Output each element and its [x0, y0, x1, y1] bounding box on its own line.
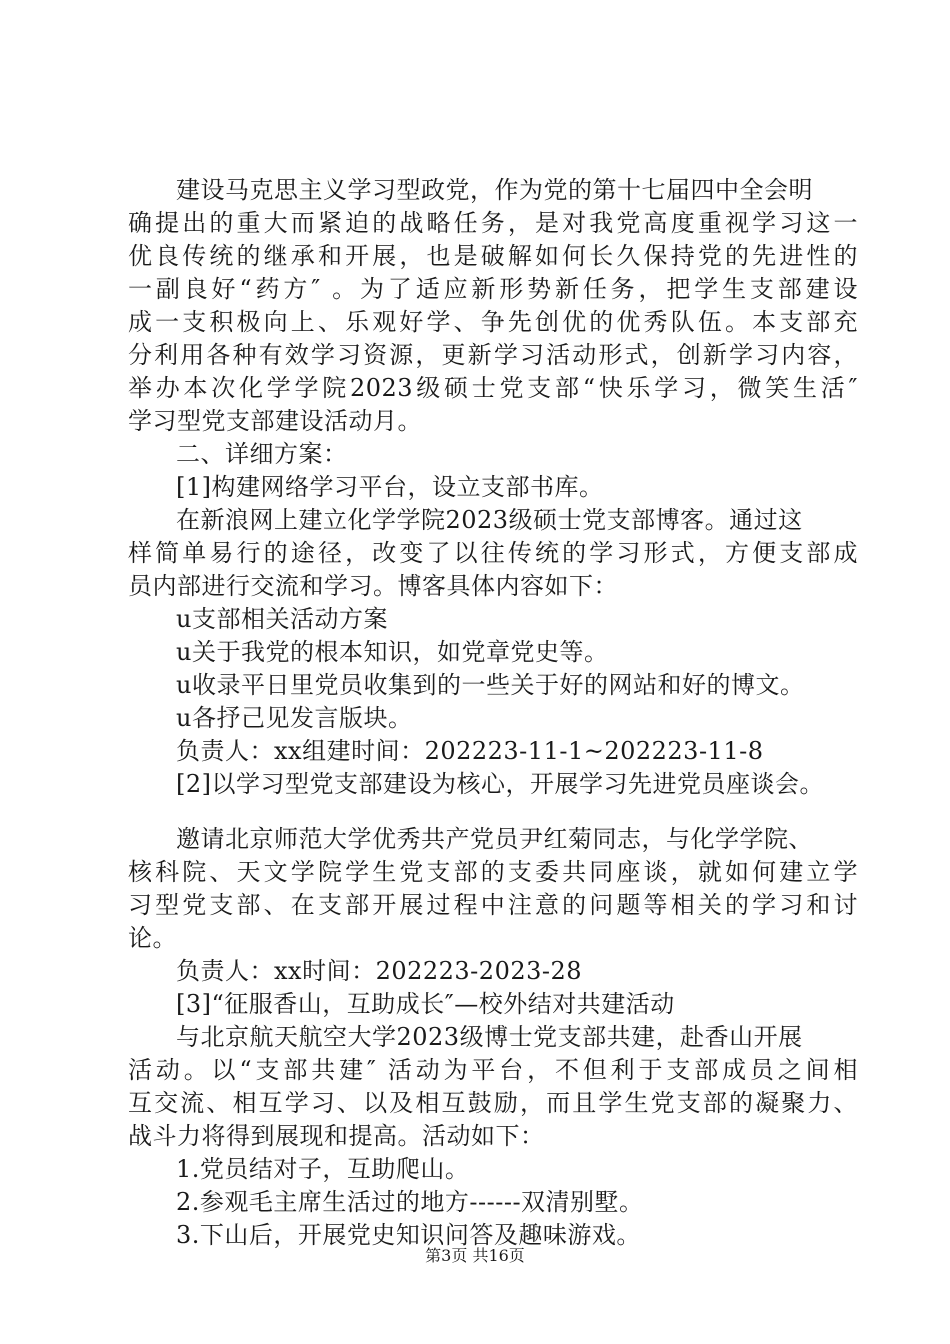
list-item: u支部相关活动方案: [176, 605, 388, 633]
paragraph-line: 成一支积极向上、乐观好学、争先创优的优秀队伍。本支部充: [128, 308, 858, 336]
list-item: 2.参观毛主席生活过的地方------双清别墅。: [176, 1188, 644, 1216]
paragraph-line: 互交流、相互学习、以及相互鼓励，而且学生党支部的凝聚力、: [128, 1089, 858, 1117]
paragraph-line: 在新浪网上建立化学学院2023级硕士党支部博客。通过这: [176, 506, 803, 534]
responsible-line: 负责人：xx时间：202223-2023-28: [176, 957, 583, 985]
paragraph-line: 优良传统的继承和开展，也是破解如何长久保持党的先进性的: [128, 242, 858, 270]
paragraph-line: 确提出的重大而紧迫的战略任务，是对我党高度重视学习这一: [128, 209, 858, 237]
page-footer: 第3页 共16页: [425, 1246, 525, 1265]
list-item: u收录平日里党员收集到的一些关于好的网站和好的博文。: [176, 671, 805, 699]
paragraph-line: 建设马克思主义学习型政党，作为党的第十七届四中全会明: [176, 176, 813, 204]
paragraph-gap: [128, 801, 858, 823]
paragraph-line: 学习型党支部建设活动月。: [128, 407, 422, 435]
paragraph-line: 习型党支部、在支部开展过程中注意的问题等相关的学习和讨: [128, 891, 858, 919]
paragraph-line: 战斗力将得到展现和提高。活动如下：: [128, 1122, 545, 1150]
responsible-line: 负责人：xx组建时间：202223-11-1~202223-11-8: [176, 737, 764, 765]
paragraph-line: 论。: [128, 924, 177, 952]
list-item: 1.党员结对子，互助爬山。: [176, 1155, 470, 1183]
paragraph-line: 员内部进行交流和学习。博客具体内容如下：: [128, 572, 618, 600]
list-item: u各抒己见发言版块。: [176, 704, 413, 732]
paragraph-line: 举办本次化学学院2023级硕士党支部“快乐学习，微笑生活″: [128, 374, 858, 402]
list-item: 3.下山后，开展党史知识问答及趣味游戏。: [176, 1221, 641, 1249]
paragraph-line: 样简单易行的途径，改变了以往传统的学习形式，方便支部成: [128, 539, 858, 567]
section-heading: 二、详细方案：: [176, 440, 348, 468]
body-text: [128, 174, 858, 1252]
paragraph-line: 邀请北京师范大学优秀共产党员尹红菊同志，与化学学院、: [176, 825, 813, 853]
paragraph-line: 一副良好“药方″ 。为了适应新形势新任务，把学生支部建设: [128, 275, 858, 303]
item-heading: [2]以学习型党支部建设为核心，开展学习先进党员座谈会。: [176, 770, 824, 798]
item-heading: [1]构建网络学习平台，设立支部书库。: [176, 473, 604, 501]
list-item: u关于我党的根本知识，如党章党史等。: [176, 638, 609, 666]
paragraph-line: 核科院、天文学院学生党支部的支委共同座谈，就如何建立学: [128, 858, 858, 886]
paragraph-line: 分利用各种有效学习资源，更新学习活动形式，创新学习内容，: [128, 341, 858, 369]
paragraph-line: 活动。以“支部共建″ 活动为平台，不但利于支部成员之间相: [128, 1056, 858, 1084]
item-heading: [3]“征服香山，互助成长″—校外结对共建活动: [176, 990, 675, 1018]
paragraph-line: 与北京航天航空大学2023级博士党支部共建，赴香山开展: [176, 1023, 803, 1051]
